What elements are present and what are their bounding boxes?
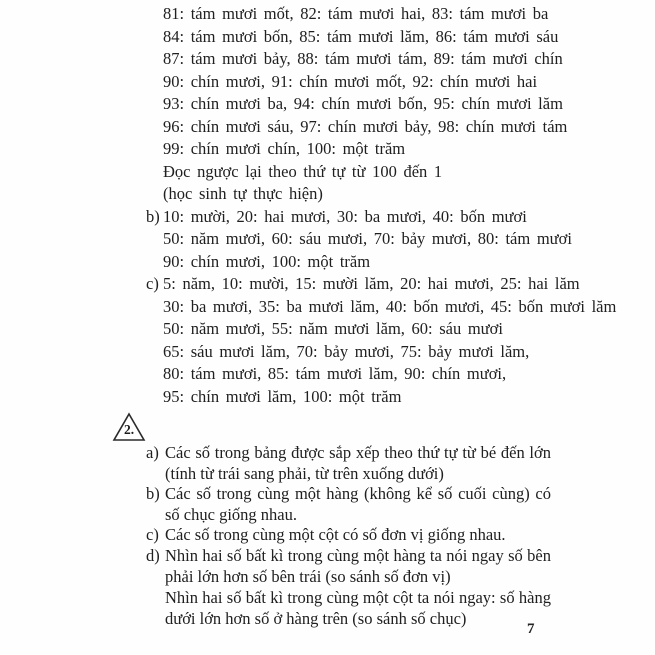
page-number: 7 [527, 621, 535, 637]
line-text: (học sinh tự thực hiện) [163, 184, 323, 203]
line-text: 90: chín mươi, 91: chín mươi mốt, 92: chín mươi hai [163, 71, 538, 91]
text-line [146, 228, 616, 251]
number-reading-section [146, 3, 616, 408]
exercise-2-answers [146, 443, 551, 629]
paragraph: Các số trong cùng một cột có số đơn vị giống nhau. [165, 525, 506, 545]
text-line [146, 341, 616, 364]
paragraph: Nhìn hai số bất kì trong cùng một cột ta nói ngay: số hàng dưới lớn hơn số ở hàng trên (so sánh số chục) [165, 588, 551, 628]
line-text: 50: năm mươi, 55: năm mươi lăm, 60: sáu mươi [163, 319, 503, 338]
text-line [146, 48, 616, 71]
exercise-number: 2. [123, 422, 135, 437]
list-item [146, 443, 551, 484]
list-item [146, 546, 551, 629]
text-line [146, 138, 616, 161]
list-item [146, 484, 551, 525]
text-line [146, 296, 616, 319]
text-line [146, 116, 616, 139]
list-item-text [165, 525, 551, 546]
text-line [146, 71, 616, 94]
list-item-text [165, 484, 551, 525]
paragraph: Nhìn hai số bất kì trong cùng một hàng ta nói ngay số bên phải lớn hơn số bên trái (so sánh số đơn vị) [165, 545, 551, 586]
paragraph: Các số trong cùng một hàng (không kể số cuối cùng) có số chục giống nhau. [165, 484, 551, 524]
line-text: 96: chín mươi sáu, 97: chín mươi bảy, 98: chín mươi tám [163, 116, 568, 136]
list-item-text [165, 443, 551, 484]
text-line [146, 206, 616, 229]
exercise-number-marker [112, 412, 146, 442]
line-text: Đọc ngược lại theo thứ tự từ 100 đến 1 [163, 161, 443, 181]
text-line [146, 386, 616, 409]
text-line [146, 26, 616, 49]
text-line [146, 273, 616, 296]
text-line [146, 183, 616, 206]
line-text: 95: chín mươi lăm, 100: một trăm [163, 386, 402, 406]
line-text: 84: tám mươi bốn, 85: tám mươi lăm, 86: tám mươi sáu [163, 26, 559, 46]
text-line [146, 363, 616, 386]
line-text: 87: tám mươi bảy, 88: tám mươi tám, 89: tám mươi chín [163, 49, 563, 68]
line-text: 90: chín mươi, 100: một trăm [163, 251, 371, 271]
list-item-label: c) [146, 274, 159, 293]
paragraph: Các số trong bảng được sắp xếp theo thứ tự từ bé đến lớn (tính từ trái sang phải, từ trên xuống dưới) [165, 443, 551, 483]
text-line [146, 3, 616, 26]
line-text: 99: chín mươi chín, 100: một trăm [163, 139, 406, 158]
list-item-label: a) [146, 443, 159, 462]
list-item [146, 525, 551, 546]
line-text: 81: tám mươi mốt, 82: tám mươi hai, 83: tám mươi ba [163, 4, 549, 23]
line-text: 65: sáu mươi lăm, 70: bảy mươi, 75: bảy mươi lăm, [163, 341, 530, 361]
list-item-text [165, 546, 551, 629]
line-text: 93: chín mươi ba, 94: chín mươi bốn, 95: chín mươi lăm [163, 94, 563, 113]
line-text: 10: mười, 20: hai mươi, 30: ba mươi, 40: bốn mươi [163, 206, 527, 226]
list-item-label: b) [146, 484, 160, 504]
text-line [146, 93, 616, 116]
line-text: 80: tám mươi, 85: tám mươi lăm, 90: chín mươi, [163, 364, 507, 383]
text-line [146, 318, 616, 341]
text-line [146, 251, 616, 274]
line-text: 50: năm mươi, 60: sáu mươi, 70: bảy mươi, 80: tám mươi [163, 229, 572, 248]
line-text: 30: ba mươi, 35: ba mươi lăm, 40: bốn mươi, 45: bốn mươi lăm [163, 296, 617, 316]
list-item-label: d) [146, 545, 160, 565]
line-text: 5: năm, 10: mười, 15: mười lăm, 20: hai mươi, 25: hai lăm [163, 274, 580, 293]
list-item-label: c) [146, 525, 159, 545]
text-line [146, 161, 616, 184]
list-item-label: b) [146, 206, 160, 226]
